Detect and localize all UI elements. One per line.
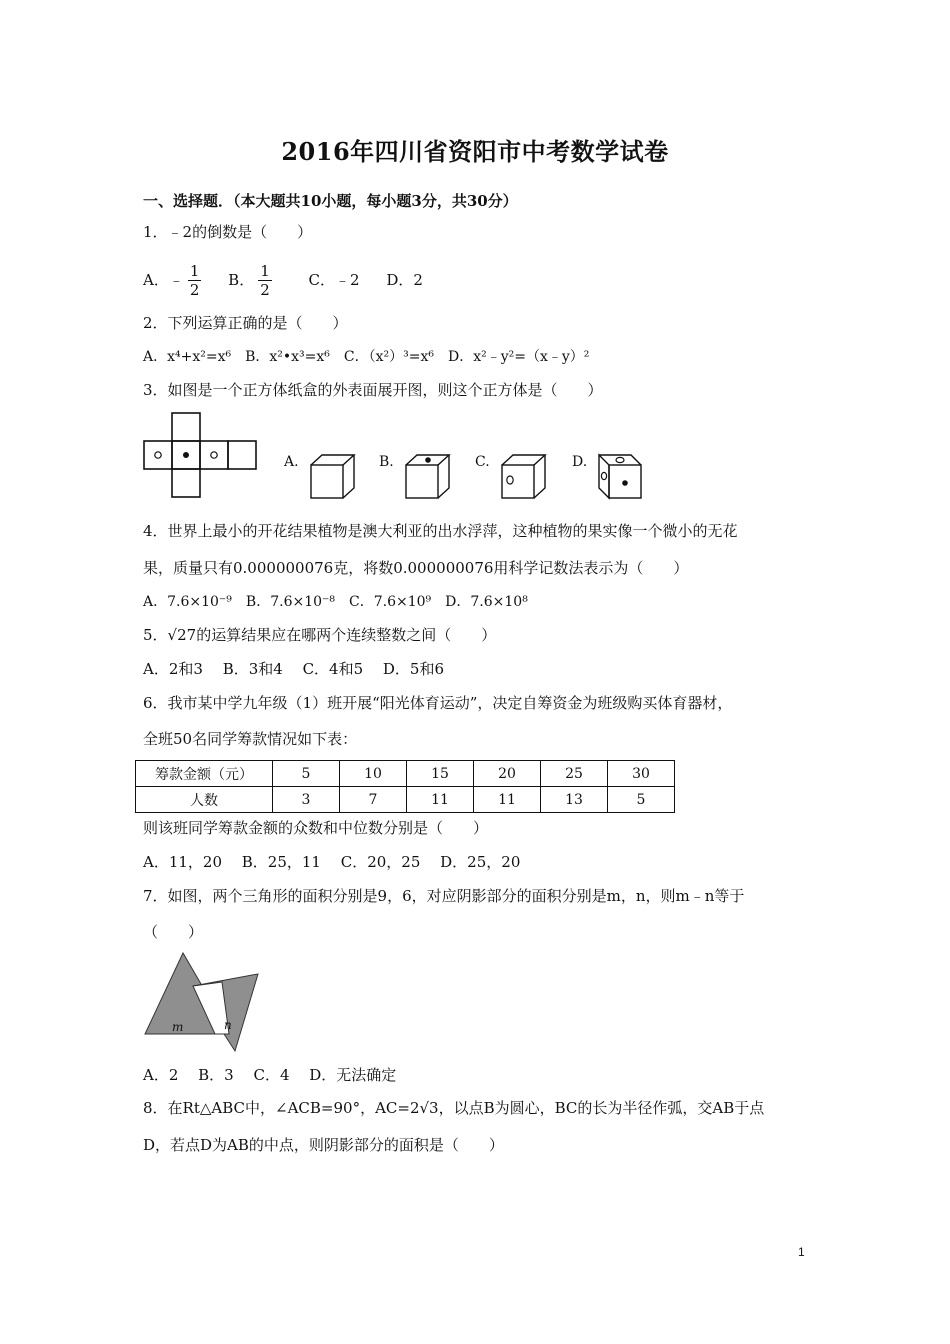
q1-option-a: A．﹣ $\frac{1}{2}$ <box>143 262 200 299</box>
donation-table <box>135 760 675 813</box>
label-m: m <box>172 1020 184 1034</box>
table-row <box>136 761 675 787</box>
q3-label-a: A. <box>284 454 299 470</box>
question-8-stem-line2: D，若点D为AB的中点，则阴影部分的面积是（ ） <box>143 1136 504 1154</box>
cube-option-a <box>308 451 356 501</box>
table-cell: 筹款金额（元） <box>136 761 273 787</box>
table-cell: 人数 <box>136 787 273 813</box>
question-6-stem-line1: 6．我市某中学九年级（1）班开展“阳光体育运动”，决定自筹资金为班级购买体育器材， <box>143 694 733 712</box>
table-cell: 7 <box>340 787 407 813</box>
table-cell: 20 <box>474 761 541 787</box>
q3-label-b: B. <box>379 454 394 470</box>
q1-option-c: C．﹣2 <box>308 270 360 289</box>
question-6-stem-line2: 全班50名同学筹款情况如下表： <box>143 730 358 748</box>
question-2-stem: 2．下列运算正确的是（ ） <box>143 314 348 332</box>
q3-label-c: C. <box>475 454 490 470</box>
table-row <box>136 787 675 813</box>
question-5-options: A．2和3 B．3和4 C．4和5 D．5和6 <box>143 660 445 678</box>
table-cell: 10 <box>340 761 407 787</box>
table-cell: 25 <box>541 761 608 787</box>
cube-net-figure <box>143 410 263 502</box>
question-4-stem-line1: 4．世界上最小的开花结果植物是澳大利亚的出水浮萍，这种植物的果实像一个微小的无花 <box>143 522 738 540</box>
table-cell: 13 <box>541 787 608 813</box>
question-1-options <box>143 262 423 299</box>
table-cell: 5 <box>608 787 675 813</box>
q3-label-d: D. <box>572 454 588 470</box>
table-cell: 11 <box>474 787 541 813</box>
table-cell: 30 <box>608 761 675 787</box>
q1-option-b: B． $\frac{1}{2}$ <box>228 262 270 299</box>
question-2-options: A．x⁴+x²=x⁶ B．x²•x³=x⁶ C．（x²）³=x⁶ D．x²﹣y²=（x﹣y）² <box>143 349 590 365</box>
page-number: 1 <box>798 1245 805 1259</box>
cube-option-d <box>596 451 644 501</box>
table-cell: 3 <box>273 787 340 813</box>
cube-option-b <box>403 451 451 501</box>
question-4-options: A．7.6×10⁻⁹ B．7.6×10⁻⁸ C．7.6×10⁹ D．7.6×10⁸ <box>143 594 528 610</box>
question-5-stem: 5．√27的运算结果应在哪两个连续整数之间（ ） <box>143 626 497 644</box>
question-6-stem-line3: 则该班同学筹款金额的众数和中位数分别是（ ） <box>143 819 489 837</box>
cube-option-c <box>499 451 547 501</box>
page-title: 2016年四川省资阳市中考数学试卷 <box>281 137 669 166</box>
question-4-stem-line2: 果，质量只有0.000000076克，将数0.000000076用科学记数法表示为（ ） <box>143 559 689 577</box>
table-cell: 5 <box>273 761 340 787</box>
triangles-figure <box>143 950 263 1055</box>
question-1-stem: 1．﹣2的倒数是（ ） <box>143 223 313 241</box>
table-cell: 11 <box>407 787 474 813</box>
question-7-stem-line2: （ ） <box>143 923 204 941</box>
table-cell: 15 <box>407 761 474 787</box>
question-3-stem: 3．如图是一个正方体纸盒的外表面展开图，则这个正方体是（ ） <box>143 381 603 399</box>
q1-option-d: D．2 <box>386 270 423 289</box>
question-8-stem-line1: 8．在Rt△ABC中，∠ACB=90°，AC=2√3，以点B为圆心，BC的长为半径作弧，交AB于点 <box>143 1099 765 1117</box>
question-6-options: A．11，20 B．25，11 C．20，25 D．25，20 <box>143 853 521 871</box>
label-n: n <box>224 1018 232 1032</box>
question-7-stem-line1: 7．如图，两个三角形的面积分别是9，6，对应阴影部分的面积分别是m，n，则m﹣n等于 <box>143 887 745 905</box>
section-heading: 一、选择题．（本大题共10小题，每小题3分，共30分） <box>143 192 518 210</box>
question-7-options: A．2 B．3 C．4 D．无法确定 <box>143 1066 397 1084</box>
